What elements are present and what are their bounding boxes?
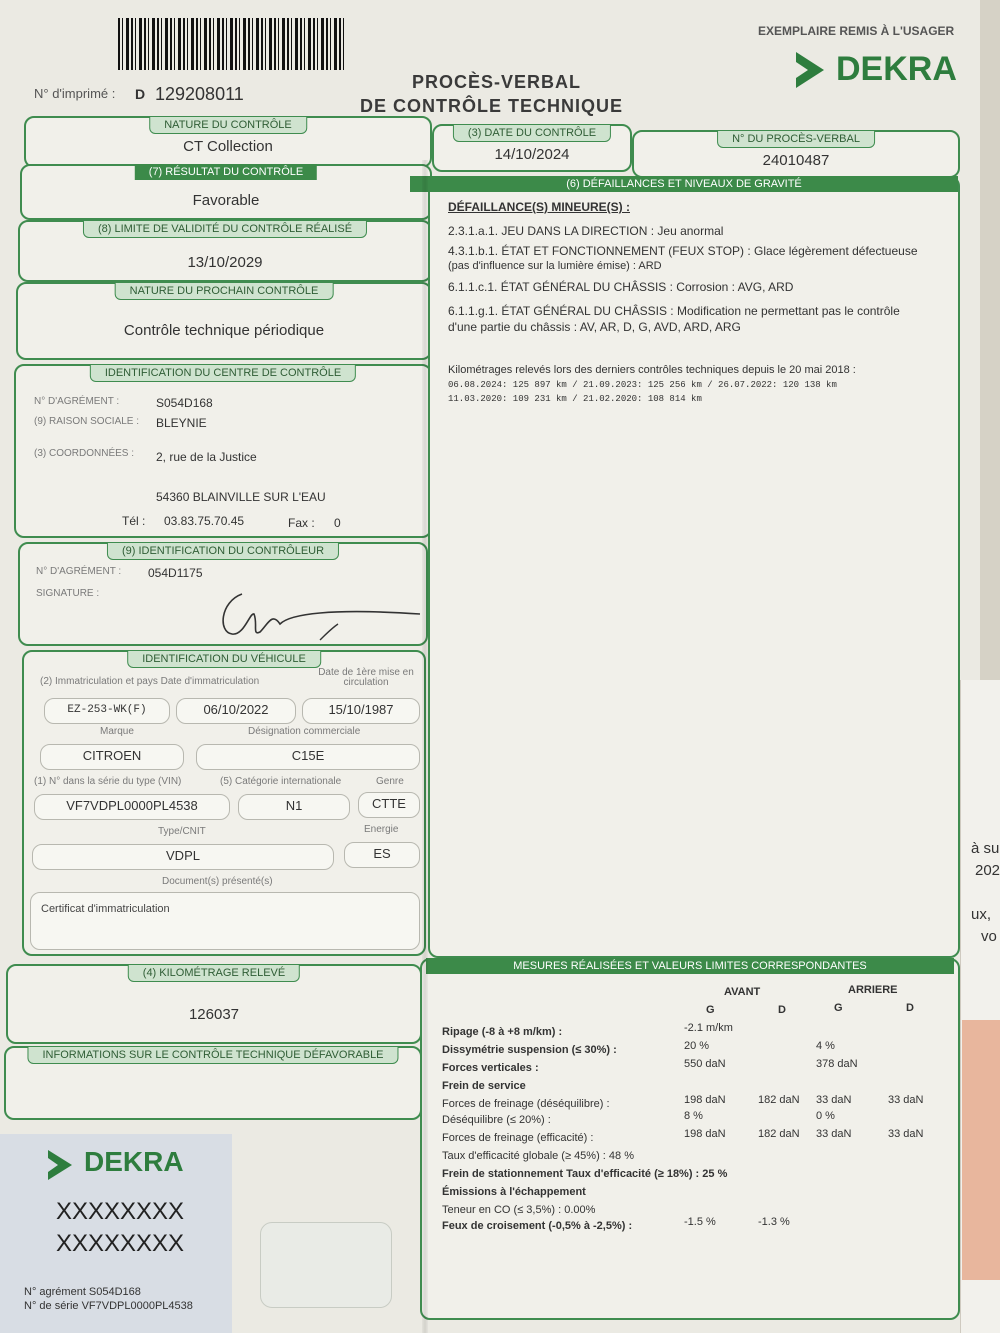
mesure-value: 198 daN — [684, 1094, 726, 1106]
defaillance-item-2b: (pas d'influence sur la lumière émise) : ARD — [448, 260, 662, 272]
paper-fold — [422, 160, 428, 1333]
centre-coord-label: (3) COORDONNÉES : — [34, 448, 135, 459]
mesure-label: Feux de croisement (-0,5% à -2,5%) : — [442, 1220, 633, 1232]
marque-field: CITROEN — [40, 744, 184, 770]
km-line-2: 11.03.2020: 109 231 km / 21.02.2020: 108 814 km — [448, 394, 702, 404]
mesure-value: -1.3 % — [758, 1216, 790, 1228]
controleur-signature — [210, 584, 430, 644]
mesure-value: -1.5 % — [684, 1216, 716, 1228]
centre-agrement-label: N° D'AGRÉMENT : — [34, 396, 120, 407]
mesure-label: Frein de stationnement Taux d'efficacité (≥ 18%) : 25 % — [442, 1168, 728, 1180]
mesure-value: 0 % — [816, 1110, 835, 1122]
immat-field: EZ-253-WK(F) — [44, 698, 170, 724]
mesures-box — [420, 958, 960, 1320]
arriere-d-label: D — [906, 1002, 914, 1014]
infos-box — [4, 1046, 422, 1120]
vehicule-box — [22, 650, 426, 956]
defaillance-item-2: 4.3.1.b.1. ÉTAT ET FONCTIONNEMENT (FEUX STOP) : Glace légèrement défectueuse — [448, 244, 918, 258]
centre-tel-label: Tél : — [122, 514, 146, 528]
controleur-agrement-label: N° D'AGRÉMENT : — [36, 566, 122, 577]
categorie-field: N1 — [238, 794, 350, 820]
vignette-code-1: XXXXXXXX — [56, 1198, 185, 1225]
mesure-label: Forces verticales : — [442, 1062, 539, 1074]
defaillances-box — [428, 176, 960, 958]
genre-label: Genre — [376, 776, 404, 787]
categorie-label: (5) Catégorie internationale — [220, 776, 342, 787]
vignette-serie: N° de série VF7VDPL0000PL4538 — [24, 1300, 193, 1312]
documents-field — [30, 892, 420, 950]
centre-fax: 0 — [334, 516, 341, 530]
date-header: (3) DATE DU CONTRÔLE — [453, 124, 611, 142]
centre-adresse-1: 2, rue de la Justice — [156, 450, 257, 464]
mesure-label: Déséquilibre (≤ 20%) : — [442, 1114, 551, 1126]
centre-box — [14, 364, 432, 538]
kilometrage-header: (4) KILOMÉTRAGE RELEVÉ — [128, 964, 300, 982]
defaillances-header: (6) DÉFAILLANCES ET NIVEAUX DE GRAVITÉ — [410, 176, 958, 192]
exemplaire-label: EXEMPLAIRE REMIS À L'USAGER — [758, 24, 955, 38]
mesure-label: Ripage (-8 à +8 m/km) : — [442, 1026, 563, 1038]
vin-field: VF7VDPL0000PL4538 — [34, 794, 230, 820]
mesure-label: Émissions à l'échappement — [442, 1186, 586, 1198]
pv-header: N° DU PROCÈS-VERBAL — [717, 130, 875, 148]
mesure-label: Frein de service — [442, 1080, 526, 1092]
centre-header: IDENTIFICATION DU CENTRE DE CONTRÔLE — [90, 364, 356, 382]
genre-field: CTTE — [358, 792, 420, 818]
mesure-value: -2.1 m/km — [684, 1022, 733, 1034]
km-title: Kilométrages relevés lors des derniers contrôles techniques depuis le 20 mai 2018 : — [448, 364, 856, 376]
centre-raison-label: (9) RAISON SOCIALE : — [34, 416, 140, 427]
edge-text-3: ux, — [971, 906, 992, 923]
signature-label: SIGNATURE : — [36, 588, 100, 599]
controleur-header: (9) IDENTIFICATION DU CONTRÔLEUR — [107, 542, 339, 560]
centre-fax-label: Fax : — [288, 516, 315, 530]
document-value: Certificat d'immatriculation — [41, 903, 170, 915]
centre-tel: 03.83.75.70.45 — [164, 514, 245, 528]
marque-label: Marque — [100, 726, 134, 737]
resultat-box — [20, 164, 432, 220]
mesure-value: 33 daN — [816, 1128, 852, 1140]
controleur-agrement: 054D1175 — [148, 566, 203, 580]
mesure-value: 198 daN — [684, 1128, 726, 1140]
defaillance-item-4b: d'une partie du châssis : AV, AR, D, G, AVD, ARD, ARG — [448, 320, 741, 334]
resultat-header: (7) RÉSULTAT DU CONTRÔLE — [135, 164, 317, 180]
mesure-value: 378 daN — [816, 1058, 858, 1070]
avant-label: AVANT — [724, 986, 761, 998]
limite-box — [18, 220, 432, 282]
vehicule-header: IDENTIFICATION DU VÉHICULE — [127, 650, 321, 668]
defaillance-item-1: 2.3.1.a.1. JEU DANS LA DIRECTION : Jeu anormal — [448, 224, 724, 238]
dekra-logo-icon — [790, 50, 830, 90]
mesure-value: 33 daN — [888, 1128, 924, 1140]
km-line-1: 06.08.2024: 125 897 km / 21.09.2023: 125 256 km / 26.07.2022: 120 138 km — [448, 380, 837, 390]
imprime-label: N° d'imprimé : — [34, 86, 116, 101]
mesure-label: Forces de freinage (déséquilibre) : — [442, 1098, 610, 1110]
type-label: Type/CNIT — [158, 826, 206, 837]
energie-label: Energie — [364, 824, 399, 835]
edge-text-4: vo — [981, 928, 997, 945]
mesures-header: MESURES RÉALISÉES ET VALEURS LIMITES CORRESPONDANTES — [426, 958, 954, 974]
mesure-label: Taux d'efficacité globale (≥ 45%) : 48 % — [442, 1150, 634, 1162]
centre-adresse-2: 54360 BLAINVILLE SUR L'EAU — [156, 490, 326, 504]
limite-value: 13/10/2029 — [187, 254, 263, 271]
mesure-value: 182 daN — [758, 1128, 800, 1140]
limite-header: (8) LIMITE DE VALIDITÉ DU CONTRÔLE RÉALISÉ — [83, 220, 367, 238]
arriere-g-label: G — [834, 1002, 843, 1014]
mesure-label: Dissymétrie suspension (≤ 30%) : — [442, 1044, 617, 1056]
kilometrage-value: 126037 — [188, 1006, 240, 1023]
hologram — [260, 1222, 392, 1308]
report-title-1: PROCÈS-VERBAL — [412, 72, 582, 92]
nature-box — [24, 116, 432, 168]
orange-paper — [962, 1020, 1000, 1280]
designation-label: Désignation commerciale — [248, 726, 361, 737]
edge-text-1: à su — [971, 840, 1000, 857]
mesure-value: 550 daN — [684, 1058, 726, 1070]
mesure-value: 4 % — [816, 1040, 835, 1052]
prochain-value: Contrôle technique périodique — [123, 322, 325, 339]
vignette-code-2: XXXXXXXX — [56, 1230, 185, 1257]
barcode — [118, 18, 344, 70]
vin-label: (1) N° dans la série du type (VIN) — [34, 776, 182, 787]
infos-header: INFORMATIONS SUR LE CONTRÔLE TECHNIQUE DÉFAVORABLE — [27, 1046, 398, 1064]
centre-raison: BLEYNIE — [156, 416, 207, 430]
vignette-dekra-icon — [44, 1148, 76, 1182]
nature-header: NATURE DU CONTRÔLE — [149, 116, 307, 134]
energie-field: ES — [344, 842, 420, 868]
date-box — [432, 124, 632, 172]
kilometrage-box — [6, 964, 422, 1044]
mesure-value: 33 daN — [816, 1094, 852, 1106]
mesure-value: 33 daN — [888, 1094, 924, 1106]
mise-circ-label: Date de 1ère mise en circulation — [318, 667, 414, 688]
avant-d-label: D — [778, 1004, 786, 1016]
mesure-label: Forces de freinage (efficacité) : — [442, 1132, 594, 1144]
defaillance-item-3: 6.1.1.c.1. ÉTAT GÉNÉRAL DU CHÂSSIS : Corrosion : AVG, ARD — [448, 280, 794, 294]
edge-text-2: 202 — [975, 862, 1000, 879]
designation-field: C15E — [196, 744, 420, 770]
defaillances-title: DÉFAILLANCE(S) MINEURE(S) : — [448, 200, 630, 214]
type-field: VDPL — [32, 844, 334, 870]
pv-box — [632, 130, 960, 178]
centre-agrement: S054D168 — [156, 396, 213, 410]
date-value: 14/10/2024 — [494, 146, 570, 163]
mesure-label: Teneur en CO (≤ 3,5%) : 0.00% — [442, 1204, 596, 1216]
date-mise-field: 15/10/1987 — [302, 698, 420, 724]
mesure-value: 8 % — [684, 1110, 703, 1122]
prochain-box — [16, 282, 432, 360]
mesure-value: 182 daN — [758, 1094, 800, 1106]
date-immat-field: 06/10/2022 — [176, 698, 296, 724]
vignette-brand: DEKRA — [84, 1146, 184, 1177]
documents-label: Document(s) présenté(s) — [162, 876, 273, 887]
dekra-brand: DEKRA — [836, 50, 957, 88]
dekra-logo — [790, 50, 830, 95]
avant-g-label: G — [706, 1004, 715, 1016]
vignette-agrement: N° agrément S054D168 — [24, 1286, 141, 1298]
defaillance-item-4: 6.1.1.g.1. ÉTAT GÉNÉRAL DU CHÂSSIS : Modification ne permettant pas le contrôle — [448, 304, 900, 318]
arriere-label: ARRIERE — [848, 984, 898, 996]
prochain-header: NATURE DU PROCHAIN CONTRÔLE — [115, 282, 334, 300]
pv-value: 24010487 — [762, 152, 830, 169]
vignette — [0, 1134, 232, 1333]
resultat-value: Favorable — [192, 192, 260, 209]
imprime-prefix: D — [135, 86, 146, 102]
imprime-number: 129208011 — [155, 84, 244, 104]
controleur-box — [18, 542, 428, 646]
report-title-2: DE CONTRÔLE TECHNIQUE — [360, 96, 624, 116]
nature-value: CT Collection — [183, 138, 273, 155]
mesure-value: 20 % — [684, 1040, 710, 1052]
immat-label: (2) Immatriculation et pays Date d'immatriculation — [40, 676, 260, 687]
